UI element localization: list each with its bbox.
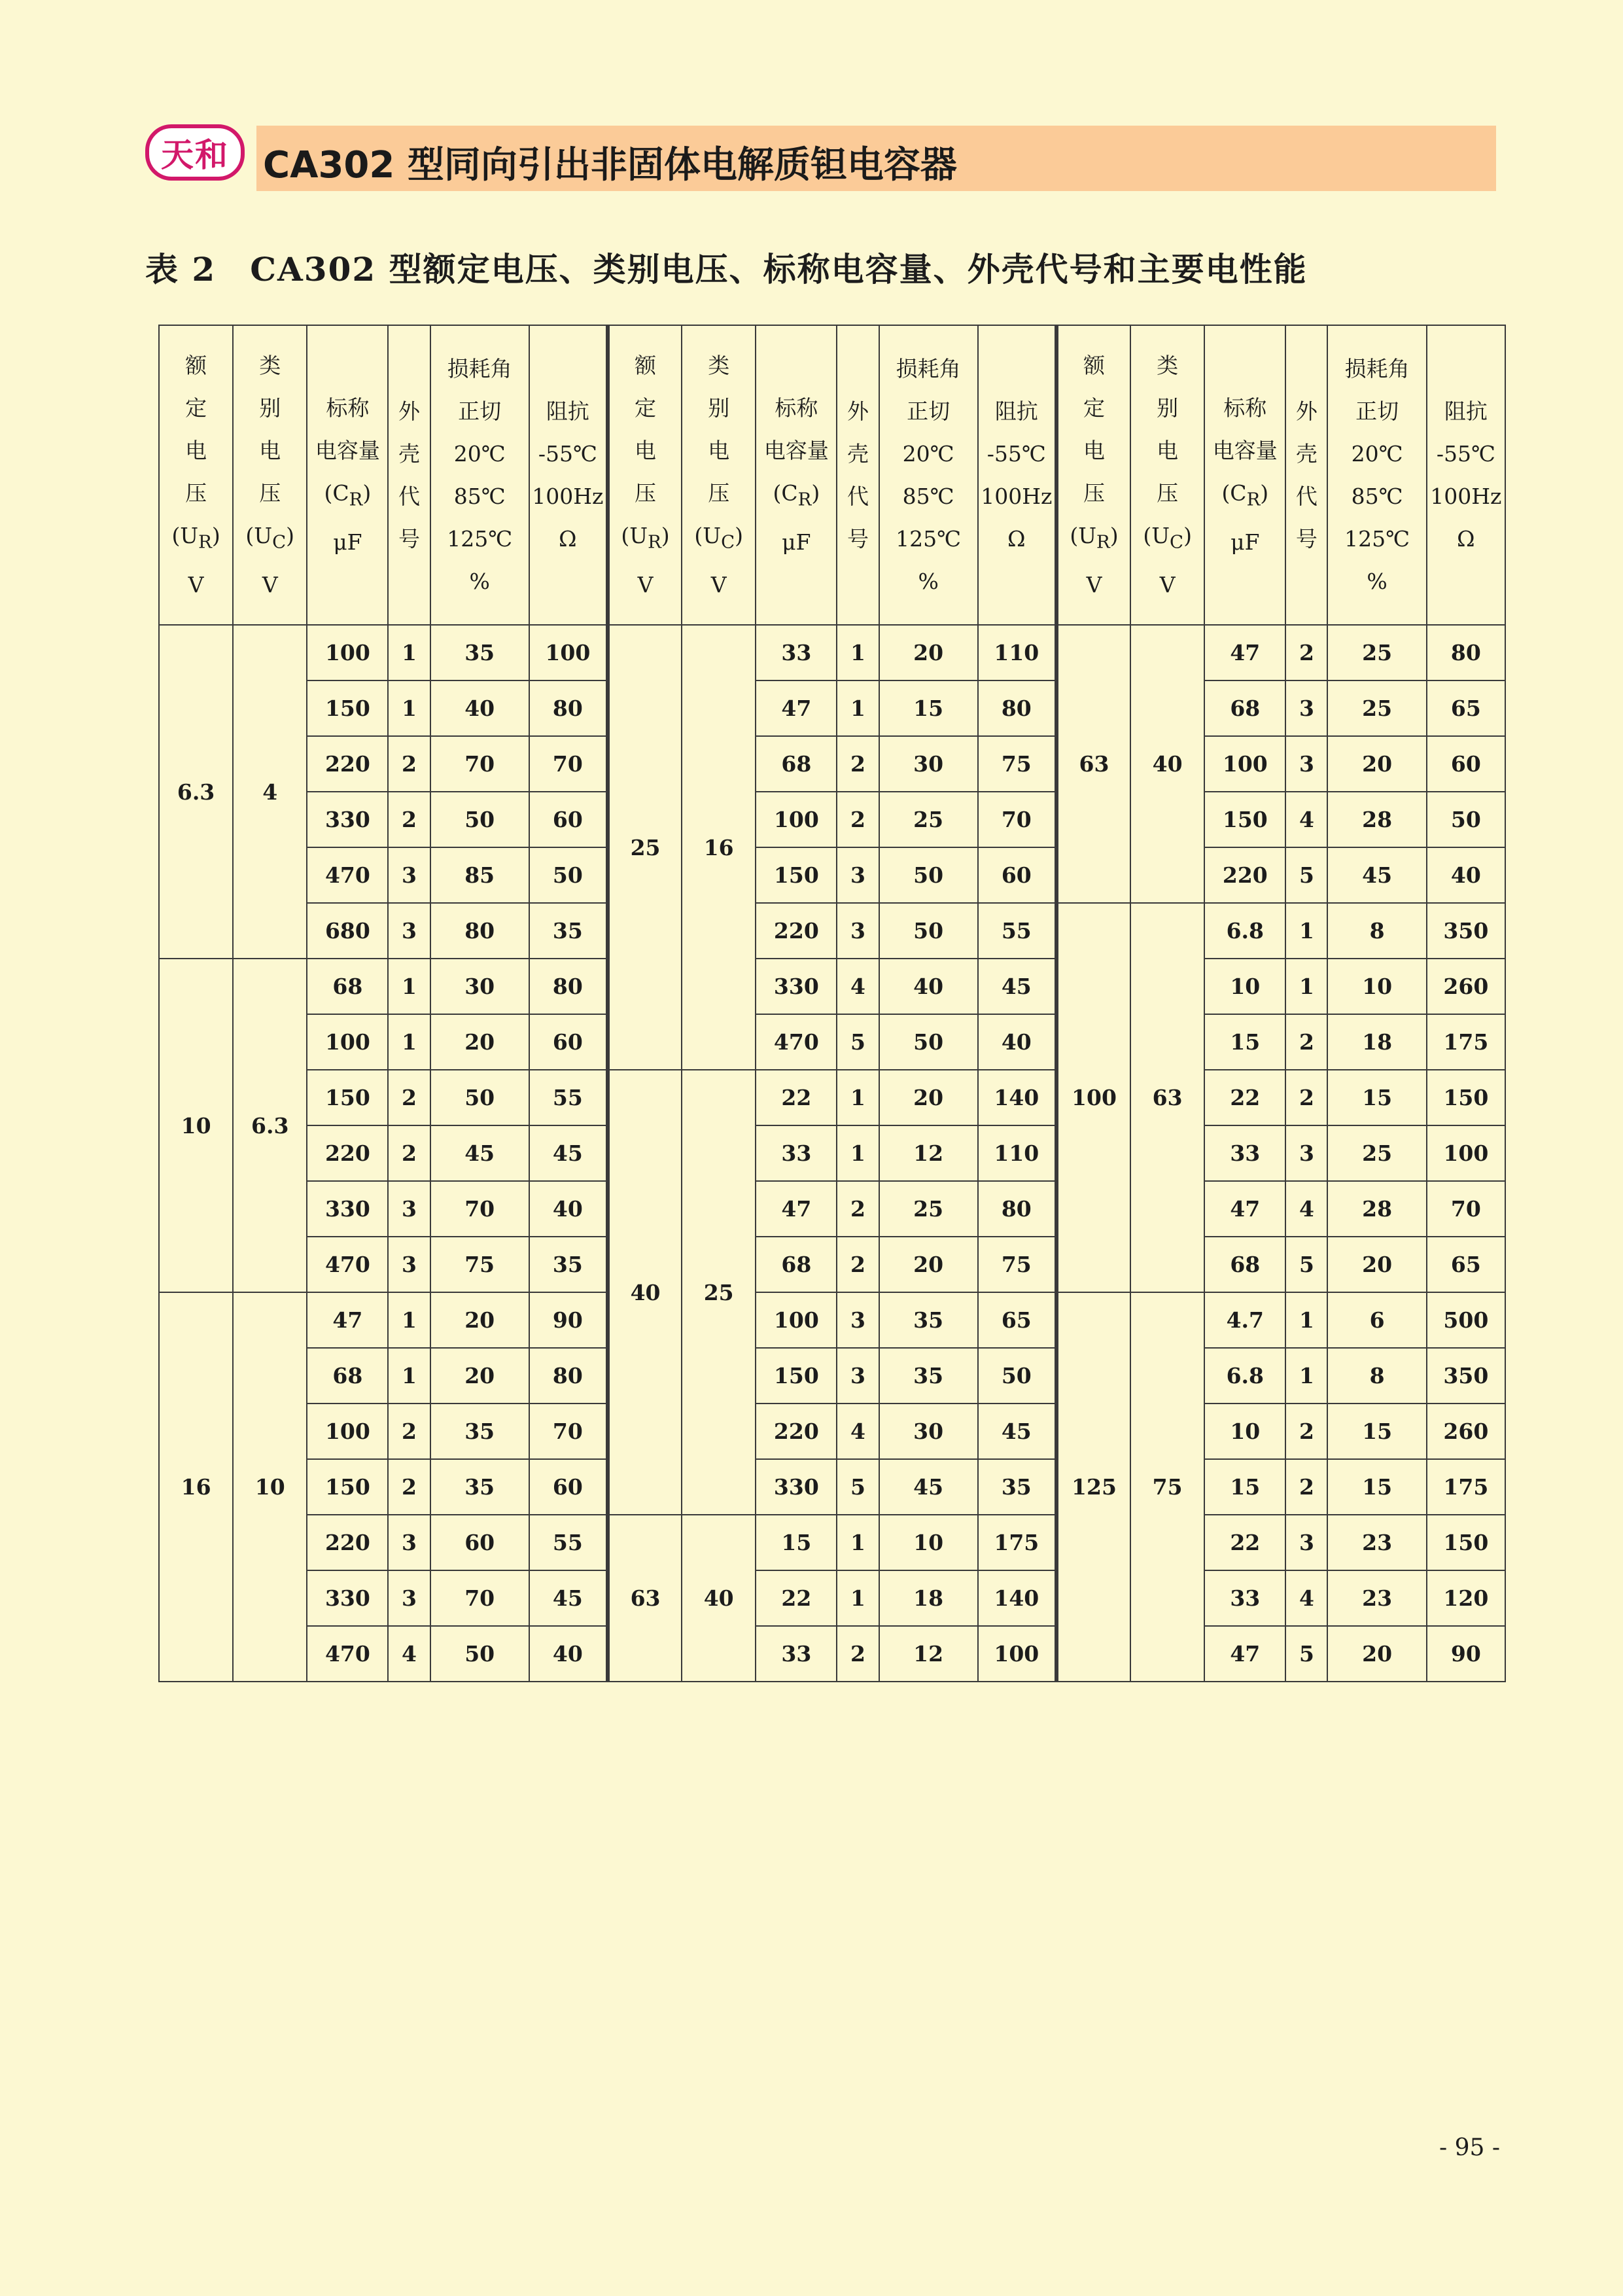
header-category-voltage: 类 别 电 压 $(U_C)$ V bbox=[1130, 325, 1204, 625]
header-rated-voltage: 额 定 电 压 $(U_R)$ V bbox=[1056, 325, 1130, 625]
capacitance-cell: 220 bbox=[307, 736, 388, 792]
case-code-cell: 3 bbox=[388, 1570, 430, 1626]
rated-voltage-cell: 6.3 bbox=[159, 625, 233, 959]
impedance-cell: 40 bbox=[529, 1626, 608, 1682]
rated-voltage-cell: 125 bbox=[1056, 1292, 1130, 1682]
impedance-cell: 35 bbox=[529, 903, 608, 959]
case-code-cell: 4 bbox=[1285, 1570, 1327, 1626]
capacitance-cell: 220 bbox=[307, 1125, 388, 1181]
rated-voltage-cell: 100 bbox=[1056, 903, 1130, 1292]
capacitance-cell: 150 bbox=[307, 1070, 388, 1125]
dissipation-factor-cell: 50 bbox=[879, 847, 978, 903]
impedance-cell: 65 bbox=[978, 1292, 1056, 1348]
case-code-cell: 3 bbox=[1285, 680, 1327, 736]
case-code-cell: 1 bbox=[1285, 959, 1327, 1014]
case-code-cell: 2 bbox=[837, 1237, 879, 1292]
capacitance-cell: 220 bbox=[307, 1515, 388, 1570]
impedance-cell: 75 bbox=[978, 736, 1056, 792]
dissipation-factor-cell: 40 bbox=[879, 959, 978, 1014]
capacitance-cell: 150 bbox=[756, 1348, 837, 1404]
impedance-cell: 90 bbox=[529, 1292, 608, 1348]
dissipation-factor-cell: 20 bbox=[879, 625, 978, 680]
case-code-cell: 3 bbox=[388, 1237, 430, 1292]
impedance-cell: 175 bbox=[1427, 1459, 1505, 1515]
dissipation-factor-cell: 20 bbox=[1327, 736, 1426, 792]
case-code-cell: 5 bbox=[1285, 847, 1327, 903]
table-row bbox=[159, 736, 1505, 792]
case-code-cell: 2 bbox=[388, 792, 430, 847]
dissipation-factor-cell: 12 bbox=[879, 1626, 978, 1682]
header-impedance: 阻抗 -55℃ 100Hz Ω bbox=[529, 325, 608, 625]
dissipation-factor-cell: 20 bbox=[430, 1014, 529, 1070]
rated-voltage-cell: 63 bbox=[1056, 625, 1130, 903]
table-row bbox=[159, 1181, 1505, 1237]
header-case-code: 外 壳 代 号 bbox=[1285, 325, 1327, 625]
capacitance-cell: 15 bbox=[756, 1515, 837, 1570]
capacitance-cell: 68 bbox=[1204, 680, 1285, 736]
capacitance-cell: 33 bbox=[1204, 1125, 1285, 1181]
case-code-cell: 3 bbox=[837, 1292, 879, 1348]
table-row bbox=[159, 1070, 1505, 1125]
table-row bbox=[159, 1348, 1505, 1404]
capacitance-cell: 68 bbox=[756, 1237, 837, 1292]
table-row bbox=[159, 625, 1505, 680]
dissipation-factor-cell: 30 bbox=[879, 736, 978, 792]
impedance-cell: 60 bbox=[1427, 736, 1505, 792]
capacitance-cell: 330 bbox=[307, 1570, 388, 1626]
capacitance-cell: 22 bbox=[756, 1570, 837, 1626]
dissipation-factor-cell: 8 bbox=[1327, 1348, 1426, 1404]
capacitance-cell: 22 bbox=[1204, 1070, 1285, 1125]
dissipation-factor-cell: 80 bbox=[430, 903, 529, 959]
table-row bbox=[159, 847, 1505, 903]
dissipation-factor-cell: 35 bbox=[430, 625, 529, 680]
dissipation-factor-cell: 15 bbox=[1327, 1070, 1426, 1125]
dissipation-factor-cell: 20 bbox=[430, 1348, 529, 1404]
case-code-cell: 3 bbox=[388, 903, 430, 959]
table-row bbox=[159, 959, 1505, 1014]
header-case-code: 外 壳 代 号 bbox=[388, 325, 430, 625]
rated-voltage-cell: 10 bbox=[159, 959, 233, 1292]
case-code-cell: 1 bbox=[1285, 903, 1327, 959]
capacitance-cell: 470 bbox=[307, 1626, 388, 1682]
case-code-cell: 2 bbox=[837, 792, 879, 847]
table-row bbox=[159, 903, 1505, 959]
capacitance-cell: 33 bbox=[756, 625, 837, 680]
impedance-cell: 100 bbox=[1427, 1125, 1505, 1181]
impedance-cell: 175 bbox=[1427, 1014, 1505, 1070]
case-code-cell: 3 bbox=[1285, 736, 1327, 792]
dissipation-factor-cell: 75 bbox=[430, 1237, 529, 1292]
category-voltage-cell: 16 bbox=[682, 625, 756, 1070]
dissipation-factor-cell: 20 bbox=[1327, 1626, 1426, 1682]
dissipation-factor-cell: 6 bbox=[1327, 1292, 1426, 1348]
table-row bbox=[159, 1459, 1505, 1515]
impedance-cell: 45 bbox=[978, 1404, 1056, 1459]
case-code-cell: 2 bbox=[388, 1125, 430, 1181]
table-row bbox=[159, 1014, 1505, 1070]
rated-voltage-cell: 63 bbox=[608, 1515, 682, 1682]
dissipation-factor-cell: 85 bbox=[430, 847, 529, 903]
page-title-banner bbox=[256, 126, 1496, 191]
case-code-cell: 4 bbox=[1285, 792, 1327, 847]
dissipation-factor-cell: 50 bbox=[879, 903, 978, 959]
case-code-cell: 2 bbox=[388, 1070, 430, 1125]
capacitance-cell: 47 bbox=[1204, 1626, 1285, 1682]
impedance-cell: 90 bbox=[1427, 1626, 1505, 1682]
impedance-cell: 350 bbox=[1427, 1348, 1505, 1404]
impedance-cell: 50 bbox=[1427, 792, 1505, 847]
case-code-cell: 1 bbox=[388, 1348, 430, 1404]
header-dissipation-factor: 损耗角 正切 20℃ 85℃ 125℃ % bbox=[430, 325, 529, 625]
capacitance-cell: 220 bbox=[756, 1404, 837, 1459]
impedance-cell: 45 bbox=[529, 1570, 608, 1626]
impedance-cell: 80 bbox=[978, 680, 1056, 736]
capacitance-cell: 33 bbox=[756, 1125, 837, 1181]
rated-voltage-cell: 25 bbox=[608, 625, 682, 1070]
header-rated-voltage: 额 定 电 压 $(U_R)$ V bbox=[159, 325, 233, 625]
impedance-cell: 50 bbox=[978, 1348, 1056, 1404]
case-code-cell: 1 bbox=[837, 1515, 879, 1570]
impedance-cell: 260 bbox=[1427, 1404, 1505, 1459]
impedance-cell: 150 bbox=[1427, 1515, 1505, 1570]
case-code-cell: 3 bbox=[388, 1515, 430, 1570]
impedance-cell: 55 bbox=[529, 1070, 608, 1125]
header-capacitance: 标称 电容量 $(C_R)$ μF bbox=[307, 325, 388, 625]
capacitance-cell: 680 bbox=[307, 903, 388, 959]
capacitance-cell: 47 bbox=[756, 1181, 837, 1237]
capacitance-cell: 47 bbox=[1204, 625, 1285, 680]
impedance-cell: 110 bbox=[978, 625, 1056, 680]
table-row bbox=[159, 1292, 1505, 1348]
dissipation-factor-cell: 20 bbox=[430, 1292, 529, 1348]
impedance-cell: 150 bbox=[1427, 1070, 1505, 1125]
capacitance-cell: 470 bbox=[307, 1237, 388, 1292]
capacitance-cell: 33 bbox=[756, 1626, 837, 1682]
dissipation-factor-cell: 35 bbox=[879, 1348, 978, 1404]
case-code-cell: 2 bbox=[1285, 625, 1327, 680]
case-code-cell: 3 bbox=[837, 847, 879, 903]
impedance-cell: 80 bbox=[529, 1348, 608, 1404]
dissipation-factor-cell: 45 bbox=[879, 1459, 978, 1515]
dissipation-factor-cell: 18 bbox=[1327, 1014, 1426, 1070]
capacitance-cell: 47 bbox=[756, 680, 837, 736]
impedance-cell: 140 bbox=[978, 1070, 1056, 1125]
dissipation-factor-cell: 20 bbox=[1327, 1237, 1426, 1292]
dissipation-factor-cell: 25 bbox=[1327, 1125, 1426, 1181]
case-code-cell: 4 bbox=[1285, 1181, 1327, 1237]
dissipation-factor-cell: 23 bbox=[1327, 1515, 1426, 1570]
case-code-cell: 1 bbox=[1285, 1292, 1327, 1348]
impedance-cell: 350 bbox=[1427, 903, 1505, 959]
case-code-cell: 2 bbox=[1285, 1404, 1327, 1459]
capacitance-cell: 100 bbox=[307, 625, 388, 680]
table-row bbox=[159, 680, 1505, 736]
header-capacitance: 标称 电容量 $(C_R)$ μF bbox=[756, 325, 837, 625]
dissipation-factor-cell: 20 bbox=[879, 1070, 978, 1125]
impedance-cell: 45 bbox=[978, 959, 1056, 1014]
page-title: CA302 型同向引出非固体电解质钽电容器 bbox=[263, 144, 957, 186]
category-voltage-cell: 6.3 bbox=[233, 959, 307, 1292]
table-row bbox=[159, 1237, 1505, 1292]
dissipation-factor-cell: 70 bbox=[430, 736, 529, 792]
capacitance-cell: 22 bbox=[1204, 1515, 1285, 1570]
capacitance-cell: 68 bbox=[1204, 1237, 1285, 1292]
capacitance-cell: 150 bbox=[307, 1459, 388, 1515]
impedance-cell: 100 bbox=[978, 1626, 1056, 1682]
case-code-cell: 2 bbox=[388, 1459, 430, 1515]
dissipation-factor-cell: 50 bbox=[430, 1070, 529, 1125]
case-code-cell: 2 bbox=[1285, 1014, 1327, 1070]
case-code-cell: 1 bbox=[837, 1125, 879, 1181]
impedance-cell: 80 bbox=[529, 680, 608, 736]
impedance-cell: 35 bbox=[978, 1459, 1056, 1515]
case-code-cell: 1 bbox=[388, 680, 430, 736]
category-voltage-cell: 4 bbox=[233, 625, 307, 959]
case-code-cell: 1 bbox=[388, 959, 430, 1014]
impedance-cell: 55 bbox=[529, 1515, 608, 1570]
case-code-cell: 3 bbox=[837, 1348, 879, 1404]
case-code-cell: 2 bbox=[1285, 1070, 1327, 1125]
impedance-cell: 80 bbox=[529, 959, 608, 1014]
impedance-cell: 70 bbox=[529, 736, 608, 792]
case-code-cell: 1 bbox=[837, 1570, 879, 1626]
case-code-cell: 5 bbox=[1285, 1626, 1327, 1682]
capacitance-cell: 4.7 bbox=[1204, 1292, 1285, 1348]
header-impedance: 阻抗 -55℃ 100Hz Ω bbox=[1427, 325, 1505, 625]
capacitance-cell: 100 bbox=[307, 1014, 388, 1070]
header-row bbox=[159, 325, 1505, 625]
case-code-cell: 3 bbox=[1285, 1515, 1327, 1570]
category-voltage-cell: 75 bbox=[1130, 1292, 1204, 1682]
category-voltage-cell: 40 bbox=[682, 1515, 756, 1682]
dissipation-factor-cell: 28 bbox=[1327, 1181, 1426, 1237]
case-code-cell: 2 bbox=[837, 1181, 879, 1237]
capacitance-cell: 220 bbox=[756, 903, 837, 959]
case-code-cell: 3 bbox=[1285, 1125, 1327, 1181]
impedance-cell: 50 bbox=[529, 847, 608, 903]
case-code-cell: 1 bbox=[837, 680, 879, 736]
category-voltage-cell: 10 bbox=[233, 1292, 307, 1682]
capacitance-cell: 15 bbox=[1204, 1459, 1285, 1515]
impedance-cell: 110 bbox=[978, 1125, 1056, 1181]
capacitance-cell: 330 bbox=[307, 792, 388, 847]
capacitance-cell: 470 bbox=[756, 1014, 837, 1070]
dissipation-factor-cell: 50 bbox=[430, 792, 529, 847]
case-code-cell: 1 bbox=[388, 625, 430, 680]
dissipation-factor-cell: 50 bbox=[430, 1626, 529, 1682]
capacitance-cell: 33 bbox=[1204, 1570, 1285, 1626]
case-code-cell: 2 bbox=[1285, 1459, 1327, 1515]
case-code-cell: 2 bbox=[388, 1404, 430, 1459]
category-voltage-cell: 25 bbox=[682, 1070, 756, 1515]
capacitance-cell: 330 bbox=[756, 959, 837, 1014]
capacitance-cell: 100 bbox=[756, 792, 837, 847]
dissipation-factor-cell: 45 bbox=[430, 1125, 529, 1181]
dissipation-factor-cell: 10 bbox=[879, 1515, 978, 1570]
capacitance-cell: 6.8 bbox=[1204, 1348, 1285, 1404]
impedance-cell: 65 bbox=[1427, 680, 1505, 736]
dissipation-factor-cell: 25 bbox=[1327, 625, 1426, 680]
dissipation-factor-cell: 30 bbox=[430, 959, 529, 1014]
dissipation-factor-cell: 15 bbox=[1327, 1459, 1426, 1515]
dissipation-factor-cell: 35 bbox=[430, 1404, 529, 1459]
impedance-cell: 100 bbox=[529, 625, 608, 680]
impedance-cell: 500 bbox=[1427, 1292, 1505, 1348]
capacitance-cell: 330 bbox=[307, 1181, 388, 1237]
brand-logo: 天和 bbox=[145, 124, 245, 181]
capacitance-cell: 68 bbox=[307, 1348, 388, 1404]
category-voltage-cell: 63 bbox=[1130, 903, 1204, 1292]
header-rated-voltage: 额 定 电 压 $(U_R)$ V bbox=[608, 325, 682, 625]
case-code-cell: 4 bbox=[388, 1626, 430, 1682]
rated-voltage-cell: 40 bbox=[608, 1070, 682, 1515]
capacitance-cell: 100 bbox=[1204, 736, 1285, 792]
dissipation-factor-cell: 23 bbox=[1327, 1570, 1426, 1626]
table-row bbox=[159, 1515, 1505, 1570]
case-code-cell: 1 bbox=[837, 1070, 879, 1125]
dissipation-factor-cell: 60 bbox=[430, 1515, 529, 1570]
case-code-cell: 2 bbox=[837, 736, 879, 792]
category-voltage-cell: 40 bbox=[1130, 625, 1204, 903]
table-row bbox=[159, 792, 1505, 847]
impedance-cell: 140 bbox=[978, 1570, 1056, 1626]
case-code-cell: 2 bbox=[837, 1626, 879, 1682]
table-row bbox=[159, 1570, 1505, 1626]
dissipation-factor-cell: 40 bbox=[430, 680, 529, 736]
case-code-cell: 3 bbox=[388, 847, 430, 903]
impedance-cell: 60 bbox=[529, 1014, 608, 1070]
header-category-voltage: 类 别 电 压 $(U_C)$ V bbox=[682, 325, 756, 625]
impedance-cell: 120 bbox=[1427, 1570, 1505, 1626]
capacitance-cell: 470 bbox=[307, 847, 388, 903]
dissipation-factor-cell: 20 bbox=[879, 1237, 978, 1292]
capacitance-cell: 150 bbox=[1204, 792, 1285, 847]
impedance-cell: 60 bbox=[978, 847, 1056, 903]
table-label: 表 2 bbox=[145, 250, 217, 289]
dissipation-factor-cell: 35 bbox=[430, 1459, 529, 1515]
dissipation-factor-cell: 25 bbox=[1327, 680, 1426, 736]
dissipation-factor-cell: 30 bbox=[879, 1404, 978, 1459]
case-code-cell: 5 bbox=[1285, 1237, 1327, 1292]
impedance-cell: 40 bbox=[978, 1014, 1056, 1070]
dissipation-factor-cell: 8 bbox=[1327, 903, 1426, 959]
capacitance-cell: 220 bbox=[1204, 847, 1285, 903]
impedance-cell: 60 bbox=[529, 792, 608, 847]
impedance-cell: 75 bbox=[978, 1237, 1056, 1292]
spec-table bbox=[158, 325, 1506, 1682]
impedance-cell: 45 bbox=[529, 1125, 608, 1181]
header-case-code: 外 壳 代 号 bbox=[837, 325, 879, 625]
case-code-cell: 2 bbox=[388, 736, 430, 792]
case-code-cell: 3 bbox=[837, 903, 879, 959]
impedance-cell: 65 bbox=[1427, 1237, 1505, 1292]
dissipation-factor-cell: 15 bbox=[879, 680, 978, 736]
capacitance-cell: 10 bbox=[1204, 1404, 1285, 1459]
capacitance-cell: 100 bbox=[756, 1292, 837, 1348]
page-number: - 95 - bbox=[1439, 2134, 1501, 2161]
case-code-cell: 1 bbox=[388, 1292, 430, 1348]
case-code-cell: 4 bbox=[837, 1404, 879, 1459]
header-impedance: 阻抗 -55℃ 100Hz Ω bbox=[978, 325, 1056, 625]
header-dissipation-factor: 损耗角 正切 20℃ 85℃ 125℃ % bbox=[1327, 325, 1426, 625]
capacitance-cell: 330 bbox=[756, 1459, 837, 1515]
dissipation-factor-cell: 70 bbox=[430, 1181, 529, 1237]
capacitance-cell: 150 bbox=[307, 680, 388, 736]
impedance-cell: 80 bbox=[978, 1181, 1056, 1237]
impedance-cell: 70 bbox=[529, 1404, 608, 1459]
case-code-cell: 1 bbox=[837, 625, 879, 680]
capacitance-cell: 68 bbox=[756, 736, 837, 792]
case-code-cell: 4 bbox=[837, 959, 879, 1014]
capacitance-cell: 100 bbox=[307, 1404, 388, 1459]
header-capacitance: 标称 电容量 $(C_R)$ μF bbox=[1204, 325, 1285, 625]
impedance-cell: 80 bbox=[1427, 625, 1505, 680]
capacitance-cell: 6.8 bbox=[1204, 903, 1285, 959]
capacitance-cell: 150 bbox=[756, 847, 837, 903]
impedance-cell: 70 bbox=[978, 792, 1056, 847]
dissipation-factor-cell: 45 bbox=[1327, 847, 1426, 903]
capacitance-cell: 15 bbox=[1204, 1014, 1285, 1070]
impedance-cell: 175 bbox=[978, 1515, 1056, 1570]
impedance-cell: 60 bbox=[529, 1459, 608, 1515]
capacitance-cell: 22 bbox=[756, 1070, 837, 1125]
capacitance-cell: 47 bbox=[1204, 1181, 1285, 1237]
impedance-cell: 55 bbox=[978, 903, 1056, 959]
impedance-cell: 40 bbox=[529, 1181, 608, 1237]
table-caption: CA302 型额定电压、类别电压、标称电容量、外壳代号和主要电性能 bbox=[250, 250, 1308, 289]
case-code-cell: 1 bbox=[1285, 1348, 1327, 1404]
table-title bbox=[145, 243, 1308, 291]
impedance-cell: 260 bbox=[1427, 959, 1505, 1014]
dissipation-factor-cell: 28 bbox=[1327, 792, 1426, 847]
capacitance-cell: 47 bbox=[307, 1292, 388, 1348]
table-row bbox=[159, 1626, 1505, 1682]
dissipation-factor-cell: 15 bbox=[1327, 1404, 1426, 1459]
table-row bbox=[159, 1125, 1505, 1181]
dissipation-factor-cell: 50 bbox=[879, 1014, 978, 1070]
dissipation-factor-cell: 25 bbox=[879, 792, 978, 847]
dissipation-factor-cell: 10 bbox=[1327, 959, 1426, 1014]
impedance-cell: 35 bbox=[529, 1237, 608, 1292]
dissipation-factor-cell: 25 bbox=[879, 1181, 978, 1237]
dissipation-factor-cell: 18 bbox=[879, 1570, 978, 1626]
capacitance-cell: 10 bbox=[1204, 959, 1285, 1014]
case-code-cell: 3 bbox=[388, 1181, 430, 1237]
dissipation-factor-cell: 12 bbox=[879, 1125, 978, 1181]
case-code-cell: 1 bbox=[388, 1014, 430, 1070]
dissipation-factor-cell: 70 bbox=[430, 1570, 529, 1626]
case-code-cell: 5 bbox=[837, 1014, 879, 1070]
impedance-cell: 40 bbox=[1427, 847, 1505, 903]
rated-voltage-cell: 16 bbox=[159, 1292, 233, 1682]
table-row bbox=[159, 1404, 1505, 1459]
header-category-voltage: 类 别 电 压 $(U_C)$ V bbox=[233, 325, 307, 625]
capacitance-cell: 68 bbox=[307, 959, 388, 1014]
header-dissipation-factor: 损耗角 正切 20℃ 85℃ 125℃ % bbox=[879, 325, 978, 625]
dissipation-factor-cell: 35 bbox=[879, 1292, 978, 1348]
impedance-cell: 70 bbox=[1427, 1181, 1505, 1237]
case-code-cell: 5 bbox=[837, 1459, 879, 1515]
